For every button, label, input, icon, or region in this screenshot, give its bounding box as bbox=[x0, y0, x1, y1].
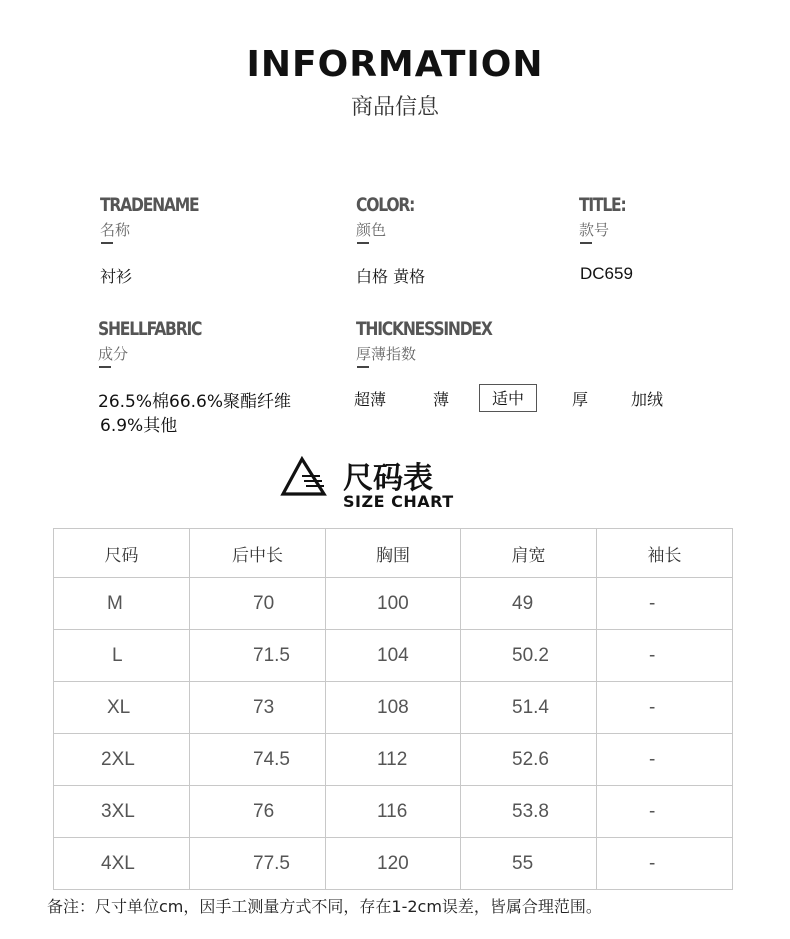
cell-size: 2XL bbox=[54, 734, 190, 786]
header-sleeve: 袖长 bbox=[597, 529, 733, 578]
thickness-option-thick: 厚 bbox=[572, 390, 589, 409]
cell-shoulder: 52.6 bbox=[461, 734, 597, 786]
table-row bbox=[54, 786, 733, 838]
table-row bbox=[54, 682, 733, 734]
size-chart-title-cn: 尺码表 bbox=[343, 461, 433, 496]
thickness-option-fleece: 加绒 bbox=[631, 390, 664, 409]
measurement-note: 备注：尺寸单位cm，因手工测量方式不同，存在1-2cm误差，皆属合理范围。 bbox=[47, 897, 602, 916]
cell-shoulder: 49 bbox=[461, 578, 597, 630]
cell-shoulder: 55 bbox=[461, 838, 597, 890]
title-divider bbox=[580, 242, 592, 244]
cell-chest: 112 bbox=[326, 734, 461, 786]
table-row bbox=[54, 578, 733, 630]
color-label-cn: 颜色 bbox=[356, 221, 387, 239]
cell-shoulder: 53.8 bbox=[461, 786, 597, 838]
thickness-label-en: THICKNESSINDEX bbox=[356, 318, 492, 340]
info-subtitle: 商品信息 bbox=[350, 95, 439, 120]
trade-name-divider bbox=[101, 242, 113, 244]
trade-name-label-cn: 名称 bbox=[100, 221, 131, 239]
cell-back-length: 74.5 bbox=[190, 734, 326, 786]
color-value: 白格 黄格 bbox=[356, 267, 426, 286]
table-header-row bbox=[54, 529, 733, 578]
cell-back-length: 71.5 bbox=[190, 630, 326, 682]
cell-shoulder: 50.2 bbox=[461, 630, 597, 682]
cell-sleeve: - bbox=[597, 578, 733, 630]
cell-size: XL bbox=[54, 682, 190, 734]
header-chest: 胸围 bbox=[326, 529, 461, 578]
cell-sleeve: - bbox=[597, 734, 733, 786]
thickness-divider bbox=[357, 366, 369, 368]
shell-fabric-label-en: SHELLFABRIC bbox=[98, 318, 202, 340]
size-table bbox=[53, 528, 733, 890]
table-row bbox=[54, 630, 733, 682]
cell-size: M bbox=[54, 578, 190, 630]
thickness-label-cn: 厚薄指数 bbox=[356, 345, 417, 363]
header-size: 尺码 bbox=[54, 529, 190, 578]
cell-back-length: 70 bbox=[190, 578, 326, 630]
cell-sleeve: - bbox=[597, 682, 733, 734]
trade-name-value: 衬衫 bbox=[100, 267, 133, 286]
cell-sleeve: - bbox=[597, 630, 733, 682]
cell-back-length: 73 bbox=[190, 682, 326, 734]
size-chart-title-en: SIZE CHART bbox=[343, 492, 454, 511]
cell-back-length: 76 bbox=[190, 786, 326, 838]
cell-chest: 104 bbox=[326, 630, 461, 682]
cell-size: L bbox=[54, 630, 190, 682]
header-back-length: 后中长 bbox=[190, 529, 326, 578]
cell-chest: 108 bbox=[326, 682, 461, 734]
cell-shoulder: 51.4 bbox=[461, 682, 597, 734]
table-row bbox=[54, 838, 733, 890]
shell-fabric-label-cn: 成分 bbox=[98, 345, 129, 363]
shell-fabric-value-line2: 6.9%其他 bbox=[100, 416, 178, 436]
cell-chest: 100 bbox=[326, 578, 461, 630]
title-label-en: TITLE: bbox=[579, 194, 626, 216]
cell-size: 3XL bbox=[54, 786, 190, 838]
thickness-option-ultrathin: 超薄 bbox=[354, 390, 387, 409]
cell-sleeve: - bbox=[597, 838, 733, 890]
shell-fabric-value-line1: 26.5%棉66.6%聚酯纤维 bbox=[98, 392, 292, 412]
trade-name-label-en: TRADENAME bbox=[100, 194, 199, 216]
hanger-icon bbox=[280, 456, 328, 498]
info-title: INFORMATION bbox=[246, 44, 544, 85]
cell-chest: 116 bbox=[326, 786, 461, 838]
title-label-cn: 款号 bbox=[579, 221, 610, 239]
cell-back-length: 77.5 bbox=[190, 838, 326, 890]
cell-chest: 120 bbox=[326, 838, 461, 890]
title-value: DC659 bbox=[580, 264, 633, 283]
thickness-option-medium-selected: 适中 bbox=[479, 384, 537, 412]
color-label-en: COLOR: bbox=[356, 194, 415, 216]
header-shoulder: 肩宽 bbox=[461, 529, 597, 578]
thickness-option-thin: 薄 bbox=[433, 390, 450, 409]
color-divider bbox=[357, 242, 369, 244]
cell-size: 4XL bbox=[54, 838, 190, 890]
cell-sleeve: - bbox=[597, 786, 733, 838]
shell-fabric-divider bbox=[99, 366, 111, 368]
table-row bbox=[54, 734, 733, 786]
